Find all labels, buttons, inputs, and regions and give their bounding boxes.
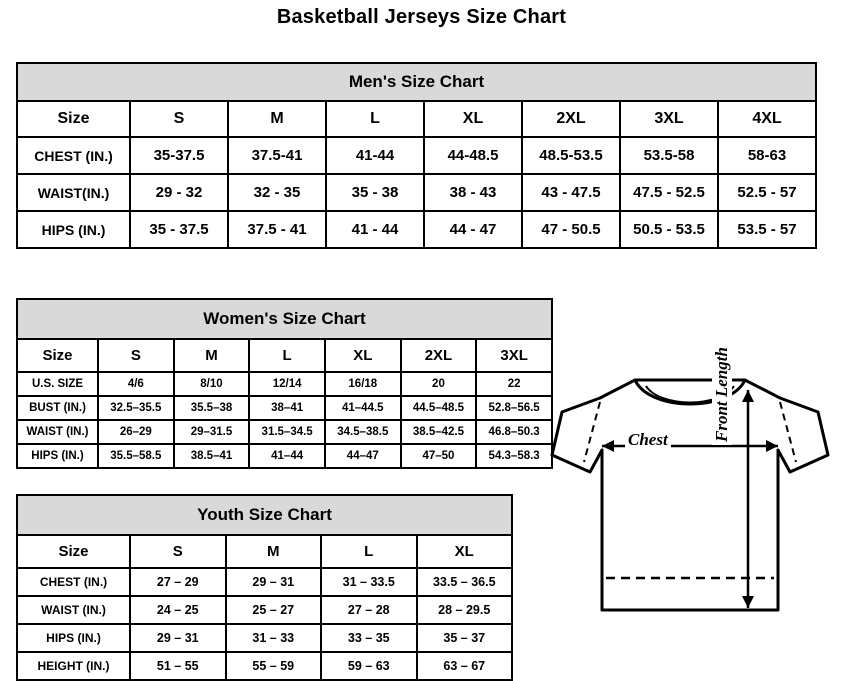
- womens-cell: 22: [476, 372, 552, 396]
- womens-cell: 29–31.5: [174, 420, 250, 444]
- youth-row-label: HIPS (IN.): [17, 624, 130, 652]
- womens-cell: 46.8–50.3: [476, 420, 552, 444]
- youth-header-row: [17, 535, 512, 568]
- womens-cell: 41–44.5: [325, 396, 401, 420]
- mens-cell: 41-44: [326, 137, 424, 174]
- mens-table-title-row: [17, 63, 816, 101]
- womens-cell: 47–50: [401, 444, 477, 468]
- mens-size-chart-table: [16, 62, 817, 249]
- mens-cell: 44-48.5: [424, 137, 522, 174]
- table-row: [17, 211, 816, 248]
- womens-cell: 32.5–35.5: [98, 396, 174, 420]
- womens-size-chart-table: [16, 298, 553, 469]
- womens-row-label: WAIST (IN.): [17, 420, 98, 444]
- womens-cell: 16/18: [325, 372, 401, 396]
- womens-table-title-row: [17, 299, 552, 339]
- shirt-outline: [552, 380, 828, 610]
- womens-cell: 12/14: [249, 372, 325, 396]
- mens-cell: 37.5-41: [228, 137, 326, 174]
- mens-header-cell: L: [326, 101, 424, 137]
- mens-cell: 32 - 35: [228, 174, 326, 211]
- mens-cell: 50.5 - 53.5: [620, 211, 718, 248]
- mens-row-label: HIPS (IN.): [17, 211, 130, 248]
- mens-cell: 43 - 47.5: [522, 174, 620, 211]
- mens-cell: 48.5-53.5: [522, 137, 620, 174]
- womens-cell: 35.5–38: [174, 396, 250, 420]
- youth-cell: 33 – 35: [321, 624, 417, 652]
- mens-cell: 47.5 - 52.5: [620, 174, 718, 211]
- womens-header-cell: 2XL: [401, 339, 477, 372]
- womens-row-label: BUST (IN.): [17, 396, 98, 420]
- womens-cell: 26–29: [98, 420, 174, 444]
- womens-cell: 35.5–58.5: [98, 444, 174, 468]
- youth-header-cell: XL: [417, 535, 513, 568]
- womens-cell: 4/6: [98, 372, 174, 396]
- womens-cell: 54.3–58.3: [476, 444, 552, 468]
- mens-cell: 44 - 47: [424, 211, 522, 248]
- womens-cell: 44.5–48.5: [401, 396, 477, 420]
- mens-cell: 58-63: [718, 137, 816, 174]
- mens-cell: 52.5 - 57: [718, 174, 816, 211]
- womens-header-cell: Size: [17, 339, 98, 372]
- youth-cell: 27 – 28: [321, 596, 417, 624]
- table-row: [17, 444, 552, 468]
- table-row: [17, 137, 816, 174]
- youth-table-title-row: [17, 495, 512, 535]
- youth-cell: 33.5 – 36.5: [417, 568, 513, 596]
- youth-cell: 25 – 27: [226, 596, 322, 624]
- table-row: [17, 174, 816, 211]
- front-length-label: Front Length: [712, 344, 732, 445]
- womens-header-cell: XL: [325, 339, 401, 372]
- youth-row-label: HEIGHT (IN.): [17, 652, 130, 680]
- table-row: [17, 372, 552, 396]
- womens-header-cell: 3XL: [476, 339, 552, 372]
- table-row: [17, 568, 512, 596]
- youth-header-cell: Size: [17, 535, 130, 568]
- youth-cell: 29 – 31: [226, 568, 322, 596]
- mens-row-label: CHEST (IN.): [17, 137, 130, 174]
- youth-cell: 28 – 29.5: [417, 596, 513, 624]
- mens-cell: 35 - 37.5: [130, 211, 228, 248]
- womens-table-title: Women's Size Chart: [17, 299, 552, 339]
- mens-cell: 53.5-58: [620, 137, 718, 174]
- womens-header-row: [17, 339, 552, 372]
- mens-row-label: WAIST(IN.): [17, 174, 130, 211]
- womens-row-label: U.S. SIZE: [17, 372, 98, 396]
- mens-cell: 35-37.5: [130, 137, 228, 174]
- youth-header-cell: S: [130, 535, 226, 568]
- youth-cell: 31 – 33.5: [321, 568, 417, 596]
- womens-cell: 8/10: [174, 372, 250, 396]
- page-title: Basketball Jerseys Size Chart: [276, 6, 567, 28]
- youth-cell: 31 – 33: [226, 624, 322, 652]
- womens-cell: 41–44: [249, 444, 325, 468]
- youth-cell: 35 – 37: [417, 624, 513, 652]
- womens-cell: 34.5–38.5: [325, 420, 401, 444]
- youth-header-cell: L: [321, 535, 417, 568]
- youth-header-cell: M: [226, 535, 322, 568]
- youth-table-title: Youth Size Chart: [17, 495, 512, 535]
- mens-header-cell: Size: [17, 101, 130, 137]
- youth-size-chart-table: [16, 494, 513, 681]
- mens-header-cell: 4XL: [718, 101, 816, 137]
- mens-cell: 35 - 38: [326, 174, 424, 211]
- womens-cell: 38.5–41: [174, 444, 250, 468]
- mens-header-row: [17, 101, 816, 137]
- womens-row-label: HIPS (IN.): [17, 444, 98, 468]
- youth-cell: 24 – 25: [130, 596, 226, 624]
- womens-cell: 52.8–56.5: [476, 396, 552, 420]
- mens-cell: 29 - 32: [130, 174, 228, 211]
- womens-cell: 38.5–42.5: [401, 420, 477, 444]
- youth-cell: 51 – 55: [130, 652, 226, 680]
- table-row: [17, 420, 552, 444]
- table-row: [17, 596, 512, 624]
- mens-header-cell: S: [130, 101, 228, 137]
- mens-header-cell: 2XL: [522, 101, 620, 137]
- womens-header-cell: M: [174, 339, 250, 372]
- mens-header-cell: M: [228, 101, 326, 137]
- mens-cell: 41 - 44: [326, 211, 424, 248]
- womens-header-cell: S: [98, 339, 174, 372]
- mens-header-cell: 3XL: [620, 101, 718, 137]
- womens-cell: 31.5–34.5: [249, 420, 325, 444]
- youth-cell: 27 – 29: [130, 568, 226, 596]
- mens-cell: 53.5 - 57: [718, 211, 816, 248]
- mens-cell: 47 - 50.5: [522, 211, 620, 248]
- womens-cell: 38–41: [249, 396, 325, 420]
- table-row: [17, 396, 552, 420]
- youth-cell: 29 – 31: [130, 624, 226, 652]
- youth-row-label: WAIST (IN.): [17, 596, 130, 624]
- womens-cell: 44–47: [325, 444, 401, 468]
- mens-table-title: Men's Size Chart: [17, 63, 816, 101]
- youth-cell: 55 – 59: [226, 652, 322, 680]
- mens-header-cell: XL: [424, 101, 522, 137]
- mens-cell: 38 - 43: [424, 174, 522, 211]
- youth-cell: 63 – 67: [417, 652, 513, 680]
- jersey-measurement-diagram: [540, 350, 840, 670]
- table-row: [17, 652, 512, 680]
- youth-row-label: CHEST (IN.): [17, 568, 130, 596]
- chest-label: Chest: [625, 430, 671, 450]
- womens-header-cell: L: [249, 339, 325, 372]
- table-row: [17, 624, 512, 652]
- womens-cell: 20: [401, 372, 477, 396]
- mens-cell: 37.5 - 41: [228, 211, 326, 248]
- youth-cell: 59 – 63: [321, 652, 417, 680]
